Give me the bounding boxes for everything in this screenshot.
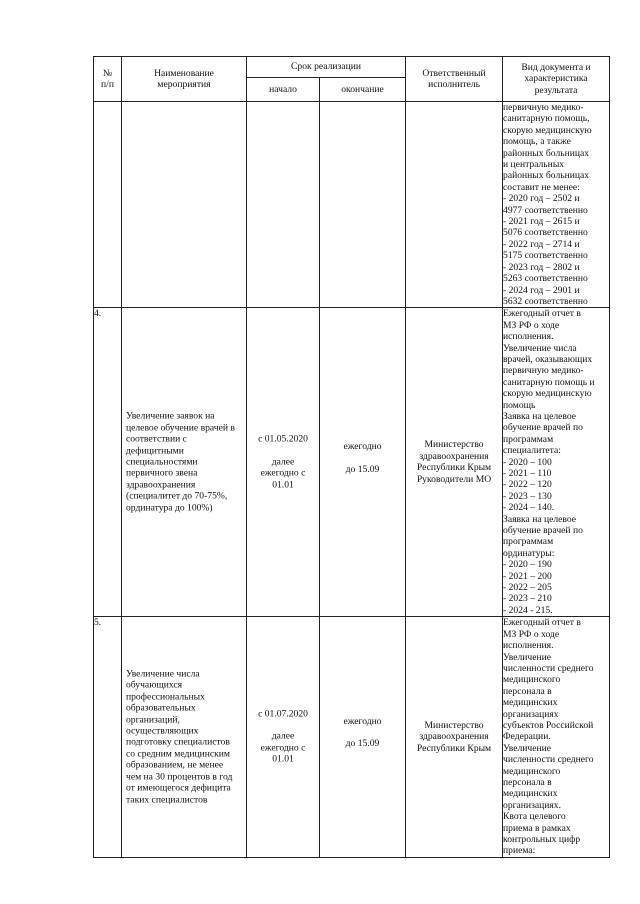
cell-end — [320, 308, 406, 617]
cell-responsible — [406, 308, 503, 617]
start-block — [247, 709, 319, 766]
responsible-text: Министерство здравоохранения Республики Крым — [416, 719, 492, 754]
header-responsible: Ответственный исполнитель — [406, 57, 503, 102]
table-row — [94, 102, 610, 308]
start-repeat: далее ежегодно с 01.01 — [260, 456, 306, 491]
cell-name — [122, 617, 247, 858]
cell-responsible — [406, 102, 503, 308]
cell-responsible — [406, 617, 503, 858]
end-block — [320, 716, 405, 750]
start-date: с 01.07.2020 — [258, 708, 308, 720]
end-deadline: до 15.09 — [345, 738, 380, 750]
cell-start — [247, 308, 320, 617]
end-frequency: ежегодно — [343, 441, 382, 453]
end-deadline: до 15.09 — [345, 463, 380, 475]
table-row — [94, 617, 610, 858]
measure-name: Увеличение заявок на целевое обучение врачей в соответствии с дефицитными специальностями первичного звена здравоохранения (специалитет до 70-75%, ординатура до 100%) — [126, 410, 235, 514]
header-num: № п/п — [94, 57, 122, 102]
responsible-text: Министерство здравоохранения Республики Крым Руководители МО — [416, 439, 492, 485]
cell-num — [94, 102, 122, 308]
measures-table — [93, 56, 610, 858]
header-name: Наименование мероприятия — [122, 57, 247, 102]
header-result: Вид документа и характеристика результата — [503, 57, 610, 102]
cell-start — [247, 617, 320, 858]
header-start: начало — [247, 78, 320, 102]
start-date: с 01.05.2020 — [258, 433, 308, 445]
cell-result: Ежегодный отчет в МЗ РФ о ходе исполнения. Увеличение числа врачей, оказывающих первичную медико- санитарную помощь и скорую медицинскую помощь Заявка на целевое обучение врачей по программам специалитета: - 2020 – 100 - 2021 – 110 - 2022 – 120 - 2023 – 130 - 2024 – 140. Заявка на целевое обучение врачей по программам ординатуры: - 2020 – 190 - 2021 – 200 - 2022 – 205 - 2023 – 210 - 2024 - 215. — [503, 308, 610, 617]
end-block — [320, 441, 405, 475]
cell-result: первичную медико- санитарную помощь, скорую медицинскую помощь, а также районных больницах и центральных районных больницах составит не менее: - 2020 год – 2502 и 4977 соответственно - 2021 год – 2615 и 5076 соответственно - 2022 год – 2714 и 5175 соответственно - 2023 год – 2802 и 5263 соответственно - 2024 год – 2901 и 5632 соответственно — [503, 102, 610, 308]
cell-num: 5. — [94, 617, 122, 858]
cell-end — [320, 617, 406, 858]
cell-num: 4. — [94, 308, 122, 617]
start-block — [247, 434, 319, 491]
cell-name — [122, 308, 247, 617]
header-period: Срок реализации — [247, 57, 406, 78]
table-row — [94, 308, 610, 617]
header-end: окончание — [320, 78, 406, 102]
cell-end — [320, 102, 406, 308]
cell-name — [122, 102, 247, 308]
cell-start — [247, 102, 320, 308]
start-repeat: далее ежегодно с 01.01 — [260, 731, 306, 765]
cell-result: Ежегодный отчет в МЗ РФ о ходе исполнения. Увеличение численности среднего медицинского персонала в медицинских организациях субъектов Российской Федерации. Увеличение численности среднего медицинского персонала в медицинских организациях. Квота целевого приема в рамках контрольных цифр приема: — [503, 617, 610, 858]
table-header-row — [94, 57, 610, 78]
end-frequency: ежегодно — [343, 716, 382, 728]
measure-name: Увеличение числа обучающихся профессиональных образовательных организаций, осуществляющих подготовку специалистов со средним медицинским образованием, не менее чем на 30 процентов в год от имеющегося дефицита таких специалистов — [126, 668, 233, 806]
